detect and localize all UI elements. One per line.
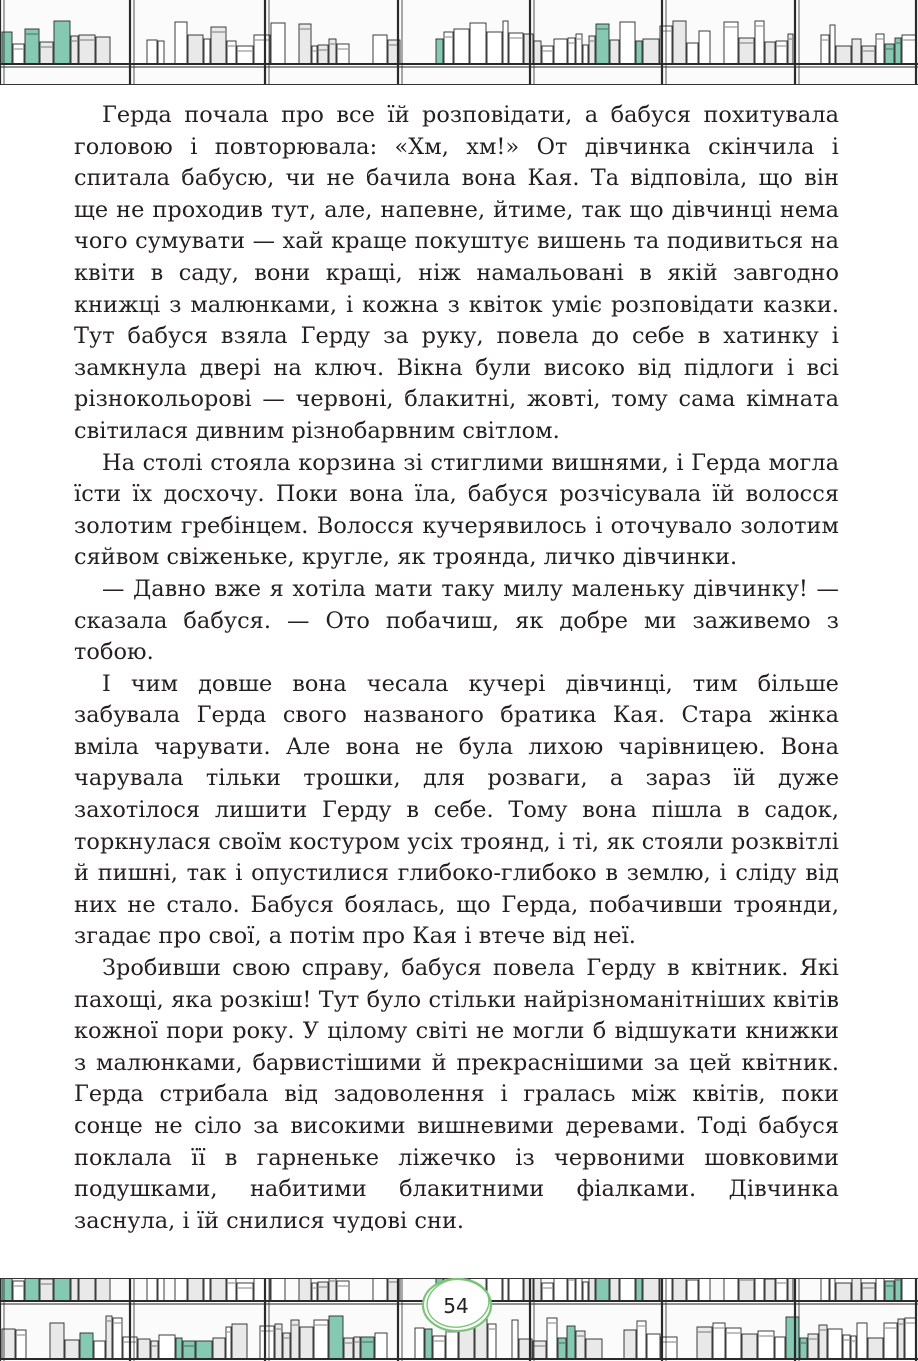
bookshelf-icon: [0, 0, 918, 84]
paragraph-5: Зробивши свою справу, бабуся повела Герду в квітник. Які пахощі, яка розкіш! Тут було стільки найрізноманітніших квітів кожної пори року. У цілому світі не могли б відшукати книжки з малюнками, барвистішими й прекраснішими за цей квітник. Герда стрибала від задоволення і гралась між квітів, поки сонце не сіло за високими вишневими деревами. Тоді бабуся поклала її в гарненьке ліжечко із червоними шовковими подушками, набитими блакитними фіалками. Дівчинка заснула, і їй снилися чудові сни.: [74, 955, 839, 1234]
paragraph-4: І чим довше вона чесала кучері дівчинці, тим більше забувала Герда свого названого братика Кая. Стара жінка вміла чарувати. Але вона не була лихою чарівницею. Вона чарувала тільки трошки, для розваги, а зараз їй дуже захотілося лишити Герду в себе. Тому вона пішла в садок, торкнулася своїм костуром усіх троянд, і ті, як стояли розквітлі й пишні, так і опустилися глибоко-глибоко в землю, і сліду від них не стало. Бабуся боялась, що Герда, побачивши троянди, згадає про свої, а потім про Кая і втече від неї.: [74, 670, 839, 950]
paragraph-3: — Давно вже я хотіла мати таку милу маленьку дівчинку! — сказала бабуся. — Ото побачиш, як добре ми заживемо з тобою.: [74, 575, 839, 666]
page-number: 54: [443, 1294, 469, 1318]
paragraph-1: Герда почала про все їй розповідати, а бабуся похитувала головою і повторювала: «Хм, хм!» От дівчинка скінчила і спитала бабусю, чи не бачила вона Кая. Та відповіла, що він ще не проходив тут, але, напевне, йтиме, так що дівчинці нема чого сумувати — хай краще покуштує вишень та подивиться на квіти в саду, вони кращі, ніж намальовані в якій завгодно книжці з малюнками, і кожна з квіток уміє розповідати казки. Тут бабуся взяла Герду за руку, повела до себе в хатинку і замкнула двері на ключ. Вікна були високо від підлоги і всі різнокольорові — червоні, блакитні, жовті, тому сама кімната світилася дивним різнобарвним світлом.: [74, 102, 839, 444]
paragraph-2: На столі стояла корзина зі стиглими вишнями, і Герда могла їсти їх досхочу. Поки вона їла, бабуся розчісувала їй волосся золотим гребінцем. Волосся кучерявилось і оточувало золотим сяйвом свіженьке, кругле, як троянда, личко дівчинки.: [74, 449, 839, 571]
top-bookshelf-illustration: [0, 0, 918, 85]
page-text: [74, 100, 839, 1237]
